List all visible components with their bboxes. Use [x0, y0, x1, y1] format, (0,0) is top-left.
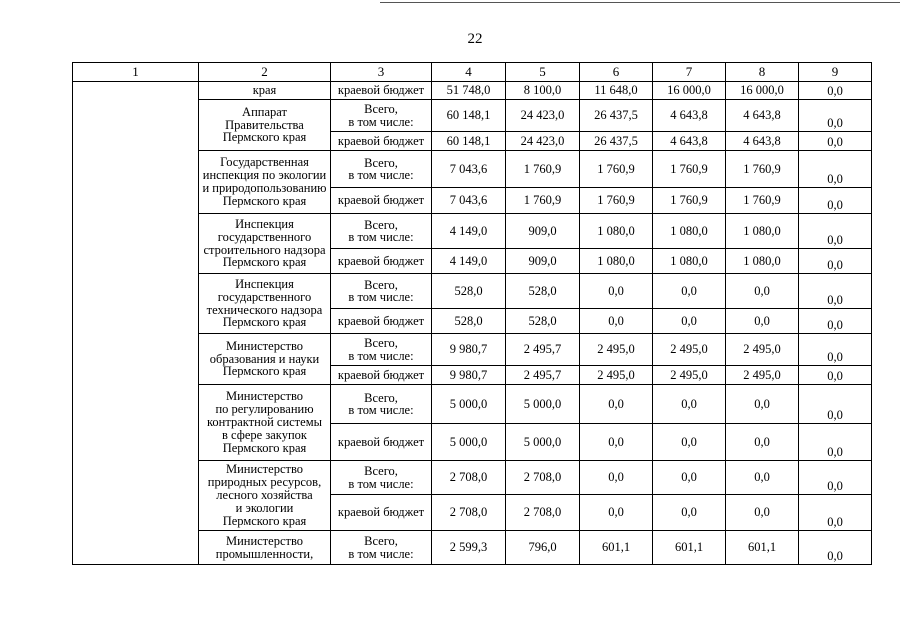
value-cell: 528,0	[506, 274, 580, 309]
value-cell: 0,0	[799, 151, 872, 188]
funding-source-cell: Всего, в том числе:	[331, 274, 432, 309]
table-row	[73, 82, 872, 100]
value-cell: 1 760,9	[653, 188, 726, 214]
value-cell: 0,0	[799, 461, 872, 495]
value-cell: 1 080,0	[726, 214, 799, 249]
value-cell: 2 708,0	[506, 461, 580, 495]
value-cell: 1 760,9	[726, 188, 799, 214]
value-cell: 2 495,0	[726, 334, 799, 366]
value-cell: 1 080,0	[653, 249, 726, 274]
value-cell: 4 149,0	[432, 249, 506, 274]
funding-source-cell: Всего, в том числе:	[331, 100, 432, 132]
value-cell: 8 100,0	[506, 82, 580, 100]
value-cell: 0,0	[726, 385, 799, 424]
value-cell: 0,0	[799, 82, 872, 100]
value-cell: 2 495,0	[580, 334, 653, 366]
funding-source-cell: краевой бюджет	[331, 366, 432, 385]
value-cell: 1 080,0	[580, 249, 653, 274]
column-header: 4	[432, 63, 506, 82]
value-cell: 909,0	[506, 249, 580, 274]
value-cell: 0,0	[580, 461, 653, 495]
page-number: 22	[467, 31, 483, 47]
value-cell: 2 495,7	[506, 366, 580, 385]
value-cell: 0,0	[580, 424, 653, 461]
value-cell: 0,0	[799, 531, 872, 565]
value-cell: 1 760,9	[726, 151, 799, 188]
organization-cell: Министерство природных ресурсов, лесного хозяйства и экологии Пермского края	[199, 461, 331, 531]
value-cell: 9 980,7	[432, 334, 506, 366]
value-cell: 0,0	[653, 424, 726, 461]
blank-cell	[73, 82, 199, 565]
value-cell: 1 760,9	[506, 188, 580, 214]
organization-cell: Министерство по регулированию контрактной системы в сфере закупок Пермского края	[199, 385, 331, 461]
value-cell: 1 760,9	[580, 151, 653, 188]
value-cell: 528,0	[506, 309, 580, 334]
value-cell: 0,0	[799, 214, 872, 249]
column-header: 8	[726, 63, 799, 82]
funding-source-cell: Всего, в том числе:	[331, 214, 432, 249]
value-cell: 4 149,0	[432, 214, 506, 249]
value-cell: 16 000,0	[653, 82, 726, 100]
value-cell: 5 000,0	[506, 385, 580, 424]
value-cell: 4 643,8	[653, 132, 726, 151]
value-cell: 9 980,7	[432, 366, 506, 385]
value-cell: 0,0	[799, 334, 872, 366]
value-cell: 1 760,9	[653, 151, 726, 188]
value-cell: 7 043,6	[432, 151, 506, 188]
funding-source-cell: Всего, в том числе:	[331, 385, 432, 424]
value-cell: 0,0	[726, 309, 799, 334]
column-header: 5	[506, 63, 580, 82]
budget-table	[72, 62, 872, 565]
value-cell: 2 708,0	[506, 495, 580, 531]
value-cell: 0,0	[799, 274, 872, 309]
value-cell: 601,1	[726, 531, 799, 565]
column-header: 3	[331, 63, 432, 82]
funding-source-cell: краевой бюджет	[331, 309, 432, 334]
column-header: 9	[799, 63, 872, 82]
value-cell: 0,0	[726, 495, 799, 531]
value-cell: 0,0	[653, 495, 726, 531]
value-cell: 51 748,0	[432, 82, 506, 100]
table-body	[73, 63, 872, 565]
value-cell: 4 643,8	[726, 132, 799, 151]
funding-source-cell: краевой бюджет	[331, 188, 432, 214]
value-cell: 24 423,0	[506, 100, 580, 132]
value-cell: 2 708,0	[432, 495, 506, 531]
column-header: 1	[73, 63, 199, 82]
value-cell: 0,0	[653, 274, 726, 309]
value-cell: 2 708,0	[432, 461, 506, 495]
organization-cell: Инспекция государственного технического надзора Пермского края	[199, 274, 331, 334]
value-cell: 26 437,5	[580, 100, 653, 132]
value-cell: 528,0	[432, 309, 506, 334]
value-cell: 0,0	[799, 249, 872, 274]
organization-cell: Инспекция государственного строительного надзора Пермского края	[199, 214, 331, 274]
value-cell: 0,0	[653, 309, 726, 334]
value-cell: 0,0	[580, 274, 653, 309]
funding-source-cell: Всего, в том числе:	[331, 531, 432, 565]
value-cell: 0,0	[799, 309, 872, 334]
value-cell: 1 080,0	[580, 214, 653, 249]
organization-cell: Государственная инспекция по экологии и природопользованию Пермского края	[199, 151, 331, 214]
top-rule	[380, 2, 900, 3]
value-cell: 1 080,0	[726, 249, 799, 274]
value-cell: 5 000,0	[432, 385, 506, 424]
value-cell: 60 148,1	[432, 132, 506, 151]
value-cell: 5 000,0	[506, 424, 580, 461]
value-cell: 0,0	[580, 495, 653, 531]
column-header: 6	[580, 63, 653, 82]
value-cell: 0,0	[726, 424, 799, 461]
organization-cell: Министерство образования и науки Пермского края	[199, 334, 331, 385]
value-cell: 601,1	[653, 531, 726, 565]
value-cell: 5 000,0	[432, 424, 506, 461]
column-header: 2	[199, 63, 331, 82]
value-cell: 0,0	[799, 385, 872, 424]
funding-source-cell: Всего, в том числе:	[331, 334, 432, 366]
value-cell: 4 643,8	[653, 100, 726, 132]
value-cell: 909,0	[506, 214, 580, 249]
value-cell: 1 080,0	[653, 214, 726, 249]
value-cell: 26 437,5	[580, 132, 653, 151]
table-header-row	[73, 63, 872, 82]
funding-source-cell: Всего, в том числе:	[331, 151, 432, 188]
organization-cell: Министерство промышленности,	[199, 531, 331, 565]
value-cell: 0,0	[799, 188, 872, 214]
value-cell: 0,0	[799, 424, 872, 461]
value-cell: 16 000,0	[726, 82, 799, 100]
funding-source-cell: краевой бюджет	[331, 132, 432, 151]
funding-source-cell: краевой бюджет	[331, 82, 432, 100]
value-cell: 1 760,9	[580, 188, 653, 214]
funding-source-cell: краевой бюджет	[331, 424, 432, 461]
value-cell: 2 495,0	[726, 366, 799, 385]
value-cell: 0,0	[799, 132, 872, 151]
value-cell: 24 423,0	[506, 132, 580, 151]
value-cell: 0,0	[799, 366, 872, 385]
value-cell: 0,0	[653, 461, 726, 495]
value-cell: 2 495,0	[653, 366, 726, 385]
value-cell: 2 495,0	[580, 366, 653, 385]
value-cell: 2 495,0	[653, 334, 726, 366]
funding-source-cell: краевой бюджет	[331, 495, 432, 531]
value-cell: 1 760,9	[506, 151, 580, 188]
value-cell: 60 148,1	[432, 100, 506, 132]
organization-cell: Аппарат Правительства Пермского края	[199, 100, 331, 151]
value-cell: 796,0	[506, 531, 580, 565]
value-cell: 4 643,8	[726, 100, 799, 132]
value-cell: 0,0	[799, 100, 872, 132]
value-cell: 11 648,0	[580, 82, 653, 100]
value-cell: 0,0	[580, 309, 653, 334]
value-cell: 528,0	[432, 274, 506, 309]
value-cell: 0,0	[580, 385, 653, 424]
funding-source-cell: Всего, в том числе:	[331, 461, 432, 495]
value-cell: 0,0	[653, 385, 726, 424]
value-cell: 0,0	[799, 495, 872, 531]
value-cell: 601,1	[580, 531, 653, 565]
value-cell: 2 495,7	[506, 334, 580, 366]
organization-cell: края	[199, 82, 331, 100]
value-cell: 2 599,3	[432, 531, 506, 565]
value-cell: 0,0	[726, 461, 799, 495]
value-cell: 0,0	[726, 274, 799, 309]
funding-source-cell: краевой бюджет	[331, 249, 432, 274]
column-header: 7	[653, 63, 726, 82]
value-cell: 7 043,6	[432, 188, 506, 214]
